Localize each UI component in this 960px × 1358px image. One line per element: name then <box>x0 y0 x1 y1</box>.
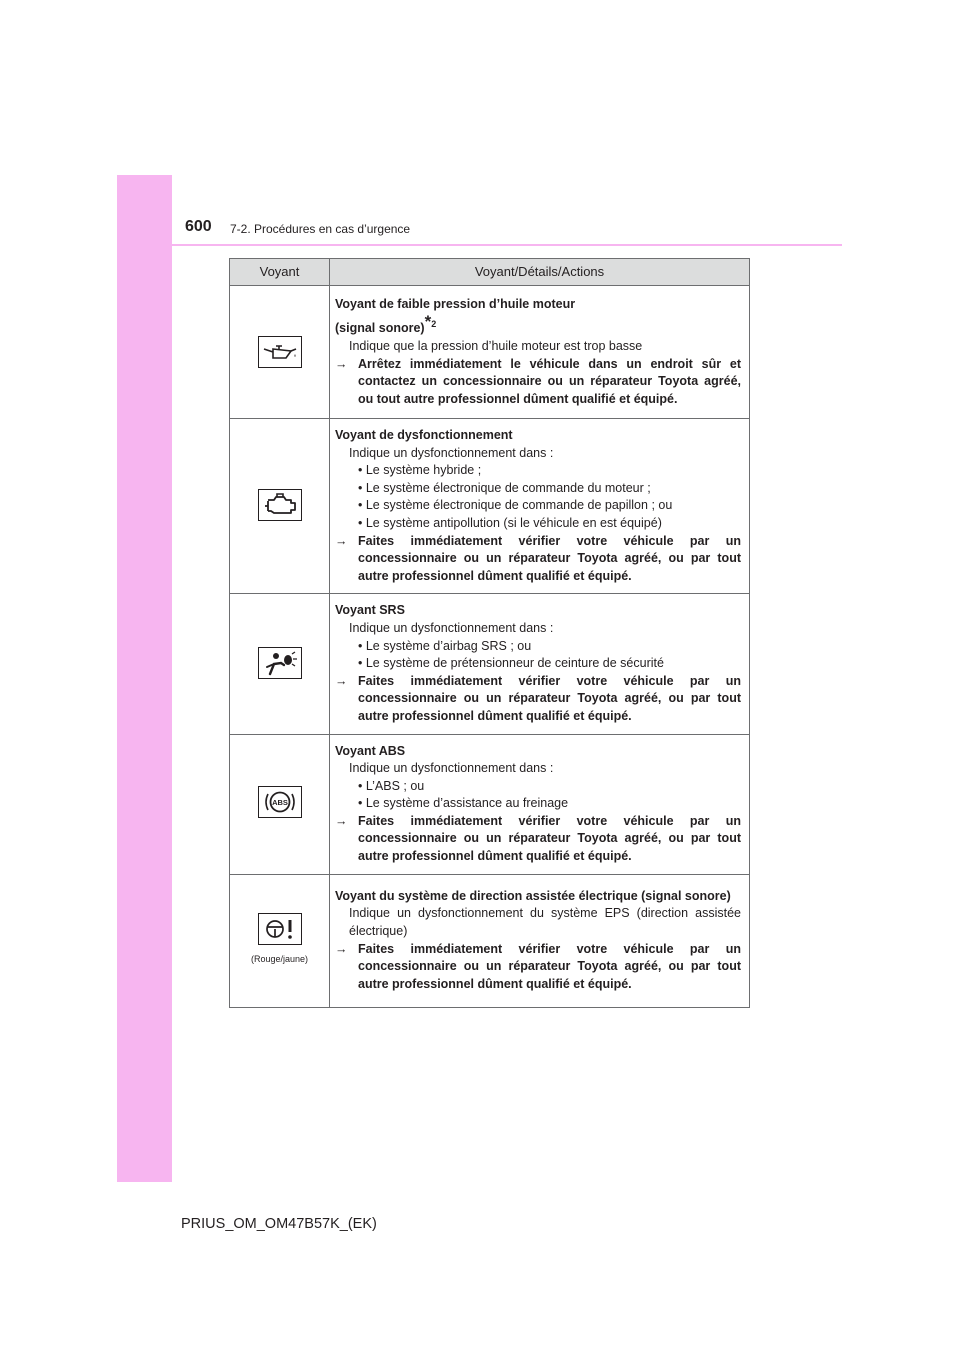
page-number: 600 <box>185 218 212 235</box>
table-header-row <box>230 259 750 286</box>
icon-caption: (Rouge/jaune) <box>250 954 309 965</box>
table-row <box>230 286 750 419</box>
list-item: • Le système d’airbag SRS ; ou <box>358 638 532 653</box>
table-row <box>230 594 750 734</box>
row-description: Indique un dysfonctionnement dans : <box>349 620 554 635</box>
text-cell <box>330 419 750 594</box>
row-action: → Arrêtez immédiatement le véhicule dans un endroit sûr et contactez un concessionnaire ou un réparateur Toyota agréé, ou tout autre professionnel dûment qualifié et équipé. <box>335 356 741 406</box>
header-rule <box>117 244 842 246</box>
list-item: • Le système électronique de commande de papillon ; ou <box>358 498 673 513</box>
row-title: Voyant ABS <box>335 743 406 758</box>
row-title: Voyant de dysfonctionnement <box>335 428 513 442</box>
check-engine-icon <box>258 489 302 521</box>
icon-cell <box>230 874 330 1007</box>
row-description: Indique un dysfonctionnement dans : <box>349 761 554 776</box>
col-header-voyant: Voyant <box>230 259 330 286</box>
warning-lights-table <box>229 258 750 1008</box>
row-action: → Faites immédiatement vérifier votre véhicule par un concessionnaire ou un réparateur Toyota agréé, ou par tout autre professionnel dûment qualifié et équipé. <box>335 533 741 583</box>
text-cell <box>330 286 750 419</box>
list-item: • Le système d’assistance au freinage <box>358 796 569 811</box>
list-item: • Le système électronique de commande du moteur ; <box>358 480 651 495</box>
list-item: • Le système antipollution (si le véhicule en est équipé) <box>358 515 662 530</box>
row-description: Indique un dysfonctionnement dans : <box>349 445 554 460</box>
row-description: Indique que la pression d’huile moteur est trop basse <box>349 338 643 353</box>
text-cell <box>330 874 750 1007</box>
eps-steering-icon <box>258 913 302 945</box>
icon-cell <box>230 419 330 594</box>
srs-airbag-icon <box>258 647 302 679</box>
row-title: Voyant de faible pression d’huile moteur (signal sonore)$^{*2}$ <box>335 296 576 336</box>
document-code: PRIUS_OM_OM47B57K_(EK) <box>181 1216 377 1232</box>
table-row <box>230 874 750 1007</box>
abs-icon-label: ABS <box>271 798 288 808</box>
section-title: 7-2. Procédures en cas d’urgence <box>230 222 411 236</box>
oil-pressure-icon <box>258 336 302 368</box>
table-row <box>230 734 750 874</box>
row-description: Indique un dysfonctionnement du système EPS (direction assistée électrique) <box>349 906 741 939</box>
icon-cell <box>230 594 330 734</box>
row-title: Voyant du système de direction assistée électrique (signal sonore) <box>335 888 731 903</box>
list-item: • L’ABS ; ou <box>358 778 425 793</box>
text-cell <box>330 594 750 734</box>
icon-cell <box>230 286 330 419</box>
text-cell <box>330 734 750 874</box>
page-side-tab <box>117 175 172 1182</box>
list-item: • Le système de prétensionneur de ceinture de sécurité <box>358 656 664 671</box>
icon-cell <box>230 734 330 874</box>
row-action: → Faites immédiatement vérifier votre véhicule par un concessionnaire ou un réparateur Toyota agréé, ou par tout autre professionnel dûment qualifié et équipé. <box>335 941 741 991</box>
abs-icon <box>258 786 302 818</box>
row-title: Voyant SRS <box>335 603 405 618</box>
row-action: → Faites immédiatement vérifier votre véhicule par un concessionnaire ou un réparateur Toyota agréé, ou par tout autre professionnel dûment qualifié et équipé. <box>335 673 741 723</box>
table-row <box>230 419 750 594</box>
col-header-details: Voyant/Détails/Actions <box>330 259 750 286</box>
row-action: → Faites immédiatement vérifier votre véhicule par un concessionnaire ou un réparateur Toyota agréé, ou par tout autre professionnel dûment qualifié et équipé. <box>335 813 741 864</box>
list-item: • Le système hybride ; <box>358 463 482 478</box>
